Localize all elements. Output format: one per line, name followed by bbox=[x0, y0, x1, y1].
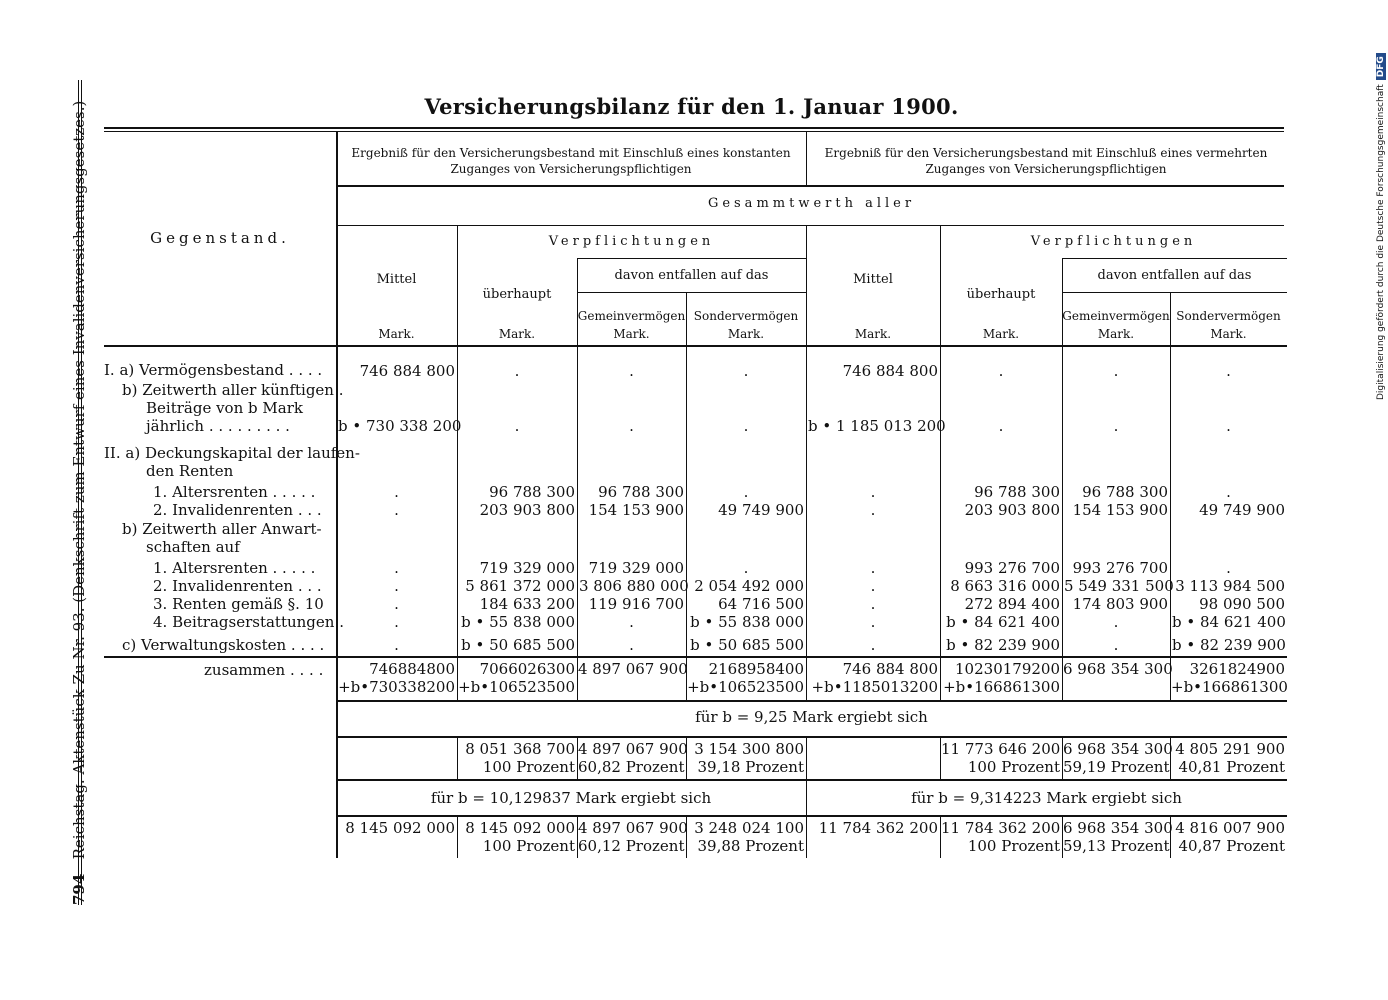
header-ueberhaupt: überhaupt bbox=[966, 287, 1036, 302]
table-cell: 993 276 700 bbox=[964, 559, 1060, 577]
note-b-left: für b = 10,129837 Mark ergiebt sich bbox=[430, 789, 712, 807]
header-unit-mark: Mark. bbox=[1210, 327, 1247, 341]
column-rule bbox=[1062, 258, 1063, 700]
total-cell: 11 773 646 200 bbox=[941, 740, 1061, 758]
total-cell: 100 Prozent bbox=[967, 837, 1060, 855]
table-cell: 719 329 000 bbox=[479, 559, 575, 577]
header-gegenstand: Gegenstand. bbox=[150, 229, 290, 247]
table-cell: 719 329 000 bbox=[588, 559, 684, 577]
header-unit-mark: Mark. bbox=[727, 327, 765, 341]
row-label: c) Verwaltungskosten . . . . bbox=[122, 636, 325, 654]
table-cell: 746 884 800 bbox=[359, 362, 455, 380]
table-cell: . bbox=[514, 362, 520, 380]
credit-line bbox=[1368, 8, 1388, 408]
table-cell: 96 788 300 bbox=[974, 483, 1060, 501]
table-cell: 96 788 300 bbox=[1082, 483, 1168, 501]
total-cell: 8 145 092 000 bbox=[465, 819, 575, 837]
total-cell: 4 816 007 900 bbox=[1175, 819, 1285, 837]
table-cell: 119 916 700 bbox=[588, 595, 684, 613]
row-label: 1. Altersrenten . . . . . bbox=[153, 483, 316, 501]
note-b-925: für b = 9,25 Mark ergiebt sich bbox=[695, 708, 928, 726]
table-cell: 98 090 500 bbox=[1199, 595, 1285, 613]
row-label: zusammen . . . . bbox=[204, 661, 324, 679]
header-sondervermoegen: Sondervermögen bbox=[1176, 309, 1281, 323]
table-cell: . bbox=[870, 595, 876, 613]
header-bottom-rule bbox=[104, 345, 1287, 347]
total-cell: 6 968 354 300 bbox=[1063, 740, 1173, 758]
table-cell: . bbox=[394, 501, 399, 519]
row-label: b) Zeitwerth aller Anwart- bbox=[122, 520, 322, 538]
table-cell: . bbox=[629, 613, 634, 631]
table-cell: . bbox=[1226, 559, 1231, 577]
table-cell: 2 054 492 000 bbox=[694, 577, 804, 595]
table-cell: b • 82 239 900 bbox=[946, 636, 1060, 654]
table-cell: . bbox=[394, 559, 399, 577]
row-label: schaften auf bbox=[146, 538, 240, 556]
table-cell: . bbox=[870, 483, 876, 501]
column-rule bbox=[806, 131, 807, 185]
top-rule-2 bbox=[104, 131, 1284, 132]
table-cell: 154 153 900 bbox=[1072, 501, 1168, 519]
total-cell: +b•166861300 bbox=[1171, 678, 1288, 696]
total-cell: 6 968 354 300 bbox=[1063, 819, 1173, 837]
total-rule bbox=[104, 656, 1287, 658]
rule bbox=[336, 779, 1287, 781]
table-cell: 203 903 800 bbox=[479, 501, 575, 519]
table-cell: 49 749 900 bbox=[1199, 501, 1285, 519]
column-rule bbox=[577, 258, 578, 700]
total-cell: 60,82 Prozent bbox=[578, 758, 685, 776]
total-cell: 100 Prozent bbox=[482, 758, 575, 776]
table-cell: b • 55 838 000 bbox=[461, 613, 575, 631]
table-cell: 96 788 300 bbox=[598, 483, 684, 501]
row-label: I. a) Vermögensbestand . . . . bbox=[104, 361, 323, 379]
total-cell: 100 Prozent bbox=[967, 758, 1060, 776]
total-cell: 3 154 300 800 bbox=[694, 740, 804, 758]
row-label: 3. Renten gemäß §. 10 bbox=[153, 595, 324, 613]
table-cell: 154 153 900 bbox=[588, 501, 684, 519]
table-cell: 5 549 331 500 bbox=[1064, 577, 1174, 595]
rule bbox=[336, 225, 1284, 226]
table-cell: 96 788 300 bbox=[489, 483, 575, 501]
column-rule bbox=[686, 292, 687, 700]
header-unit-mark: Mark. bbox=[613, 327, 650, 341]
table-cell: b • 50 685 500 bbox=[461, 636, 575, 654]
table-cell: . bbox=[1113, 417, 1119, 435]
total-cell: 4 897 067 900 bbox=[578, 660, 688, 678]
table-cell: . bbox=[394, 577, 399, 595]
spine-caption: Reichstag. Aktenstück Zu Nr. 93. (Denkschrift zum Entwurf eines Invalidenversicherungsgesetzes.) bbox=[70, 100, 88, 860]
row-label: II. a) Deckungskapital der laufen- bbox=[104, 444, 360, 462]
header-gemeinvermoegen: Gemeinvermögen bbox=[1062, 309, 1170, 323]
table-cell: . bbox=[870, 577, 876, 595]
table-cell: . bbox=[394, 613, 399, 631]
total-cell: +b•106523500 bbox=[687, 678, 804, 696]
total-cell: 59,19 Prozent bbox=[1063, 758, 1170, 776]
total-cell: +b•1185013200 bbox=[811, 678, 938, 696]
table-cell: . bbox=[743, 483, 749, 501]
row-label: 4. Beitragserstattungen . bbox=[153, 613, 344, 631]
table-cell: b • 84 621 400 bbox=[946, 613, 1060, 631]
table-cell: . bbox=[394, 636, 399, 654]
header-unit-mark: Mark. bbox=[378, 327, 415, 341]
top-rule bbox=[104, 127, 1284, 129]
column-rule bbox=[806, 736, 807, 779]
table-cell: . bbox=[1113, 613, 1119, 631]
header-unit-mark: Mark. bbox=[498, 327, 536, 341]
row-label: den Renten bbox=[146, 462, 234, 480]
header-gesammtwerth: Gesammtwerth aller bbox=[707, 196, 916, 211]
table-cell: . bbox=[629, 636, 634, 654]
table-cell: . bbox=[514, 417, 520, 435]
table-cell: . bbox=[743, 559, 749, 577]
header-mittel: Mittel bbox=[853, 272, 893, 287]
header-unit-mark: Mark. bbox=[854, 327, 892, 341]
table-cell: 3 806 880 000 bbox=[579, 577, 689, 595]
table-cell: . bbox=[998, 362, 1004, 380]
total-cell: +b•730338200 bbox=[338, 678, 455, 696]
total-cell: 100 Prozent bbox=[482, 837, 575, 855]
column-rule bbox=[1170, 292, 1171, 700]
table-cell: b • 84 621 400 bbox=[1172, 613, 1286, 631]
credit-text: Digitalisierung gefördert durch die Deutsche Forschungsgemeinschaft bbox=[1376, 84, 1386, 400]
total-cell: 11 784 362 200 bbox=[941, 819, 1061, 837]
table-cell: . bbox=[743, 417, 749, 435]
table-cell: . bbox=[743, 362, 749, 380]
table-cell: . bbox=[870, 613, 876, 631]
header-verpflichtungen: Verpflichtungen bbox=[548, 234, 715, 249]
total-cell: 6 968 354 300 bbox=[1063, 660, 1173, 678]
rule bbox=[336, 736, 1287, 738]
total-cell: 3261824900 bbox=[1189, 660, 1285, 678]
table-cell: 174 803 900 bbox=[1072, 595, 1168, 613]
total-cell: 39,88 Prozent bbox=[697, 837, 804, 855]
table-cell: . bbox=[1226, 362, 1231, 380]
table-cell: b • 730 338 200 bbox=[338, 417, 462, 435]
total-cell: 3 248 024 100 bbox=[694, 819, 804, 837]
table-cell: 203 903 800 bbox=[964, 501, 1060, 519]
header-verpflichtungen: Verpflichtungen bbox=[1030, 234, 1197, 249]
rule bbox=[1062, 292, 1287, 293]
total-cell: 40,81 Prozent bbox=[1178, 758, 1285, 776]
total-cell: 4 897 067 900 bbox=[578, 740, 688, 758]
total-cell: +b•106523500 bbox=[458, 678, 575, 696]
total-cell: 8 145 092 000 bbox=[345, 819, 455, 837]
rule bbox=[336, 815, 1287, 817]
total-cell: 60,12 Prozent bbox=[578, 837, 685, 855]
header-unit-mark: Mark. bbox=[982, 327, 1020, 341]
row-label: b) Zeitwerth aller künftigen . bbox=[122, 381, 344, 399]
table-cell: b • 1 185 013 200 bbox=[808, 417, 946, 435]
table-cell: . bbox=[870, 636, 876, 654]
row-label: 2. Invalidenrenten . . . bbox=[153, 501, 322, 519]
total-cell: 8 051 368 700 bbox=[465, 740, 575, 758]
running-header bbox=[50, 90, 90, 910]
table-cell: 272 894 400 bbox=[964, 595, 1060, 613]
header-group-right: Ergebniß für den Versicherungsbestand mit Einschluß eines vermehrten Zuganges von Versicherungspflichtigen bbox=[824, 146, 1268, 176]
table-cell: b • 50 685 500 bbox=[690, 636, 804, 654]
total-cell: 746884800 bbox=[369, 660, 455, 678]
table-cell: 3 113 984 500 bbox=[1175, 577, 1285, 595]
header-davon: davon entfallen auf das bbox=[1097, 268, 1252, 283]
spine-rule-2 bbox=[81, 80, 82, 905]
table-cell: b • 82 239 900 bbox=[1172, 636, 1286, 654]
header-davon: davon entfallen auf das bbox=[614, 268, 769, 283]
table-cell: . bbox=[1226, 483, 1231, 501]
page-number: 794 bbox=[70, 873, 88, 905]
total-cell: 7066026300 bbox=[479, 660, 575, 678]
note-b-right: für b = 9,314223 Mark ergiebt sich bbox=[911, 789, 1182, 807]
table-cell: . bbox=[629, 417, 634, 435]
spine-rule bbox=[78, 80, 79, 905]
table-cell: . bbox=[394, 595, 399, 613]
total-cell: 746 884 800 bbox=[842, 660, 938, 678]
table-cell: 746 884 800 bbox=[842, 362, 938, 380]
rule bbox=[577, 292, 806, 293]
row-label: jährlich . . . . . . . . . bbox=[146, 417, 290, 435]
total-cell: 39,18 Prozent bbox=[697, 758, 804, 776]
table-cell: . bbox=[1113, 362, 1119, 380]
rule bbox=[336, 185, 1284, 187]
total-cell: 4 897 067 900 bbox=[578, 819, 688, 837]
table-cell: . bbox=[870, 501, 876, 519]
dfg-logo: DFG bbox=[1376, 53, 1386, 80]
column-rule bbox=[806, 225, 807, 700]
rule bbox=[577, 258, 806, 259]
total-cell: +b•166861300 bbox=[943, 678, 1060, 696]
rule bbox=[1062, 258, 1287, 259]
total-cell: 40,87 Prozent bbox=[1178, 837, 1285, 855]
table-cell: . bbox=[1113, 636, 1119, 654]
table-cell: . bbox=[870, 559, 876, 577]
table-cell: . bbox=[629, 362, 634, 380]
header-sondervermoegen: Sondervermögen bbox=[693, 309, 799, 323]
rule bbox=[336, 700, 1287, 702]
table-cell: 5 861 372 000 bbox=[465, 577, 575, 595]
row-label: 2. Invalidenrenten . . . bbox=[153, 577, 322, 595]
table-cell: 49 749 900 bbox=[718, 501, 804, 519]
total-cell: 2168958400 bbox=[708, 660, 804, 678]
header-gemeinvermoegen: Gemeinvermögen bbox=[577, 309, 686, 323]
total-cell: 10230179200 bbox=[955, 660, 1060, 678]
total-cell: 4 805 291 900 bbox=[1175, 740, 1285, 758]
header-ueberhaupt: überhaupt bbox=[482, 287, 552, 302]
table-cell: . bbox=[1226, 417, 1231, 435]
table-cell: 993 276 700 bbox=[1072, 559, 1168, 577]
header-group-left: Ergebniß für den Versicherungsbestand mit Einschluß eines konstanten Zuganges von Versicherungspflichtigen bbox=[351, 146, 791, 176]
table-cell: b • 55 838 000 bbox=[690, 613, 804, 631]
table-cell: 8 663 316 000 bbox=[950, 577, 1060, 595]
table-cell: 184 633 200 bbox=[479, 595, 575, 613]
total-cell: 59,13 Prozent bbox=[1063, 837, 1170, 855]
header-mittel: Mittel bbox=[376, 272, 417, 287]
table-cell: . bbox=[394, 483, 399, 501]
total-cell: 11 784 362 200 bbox=[818, 819, 938, 837]
table-cell: . bbox=[998, 417, 1004, 435]
table-cell: 64 716 500 bbox=[718, 595, 804, 613]
row-label: 1. Altersrenten . . . . . bbox=[153, 559, 316, 577]
row-label: Beiträge von b Mark bbox=[146, 399, 303, 417]
page-title: Versicherungsbilanz für den 1. Januar 1900. bbox=[424, 94, 959, 119]
header-unit-mark: Mark. bbox=[1097, 327, 1135, 341]
